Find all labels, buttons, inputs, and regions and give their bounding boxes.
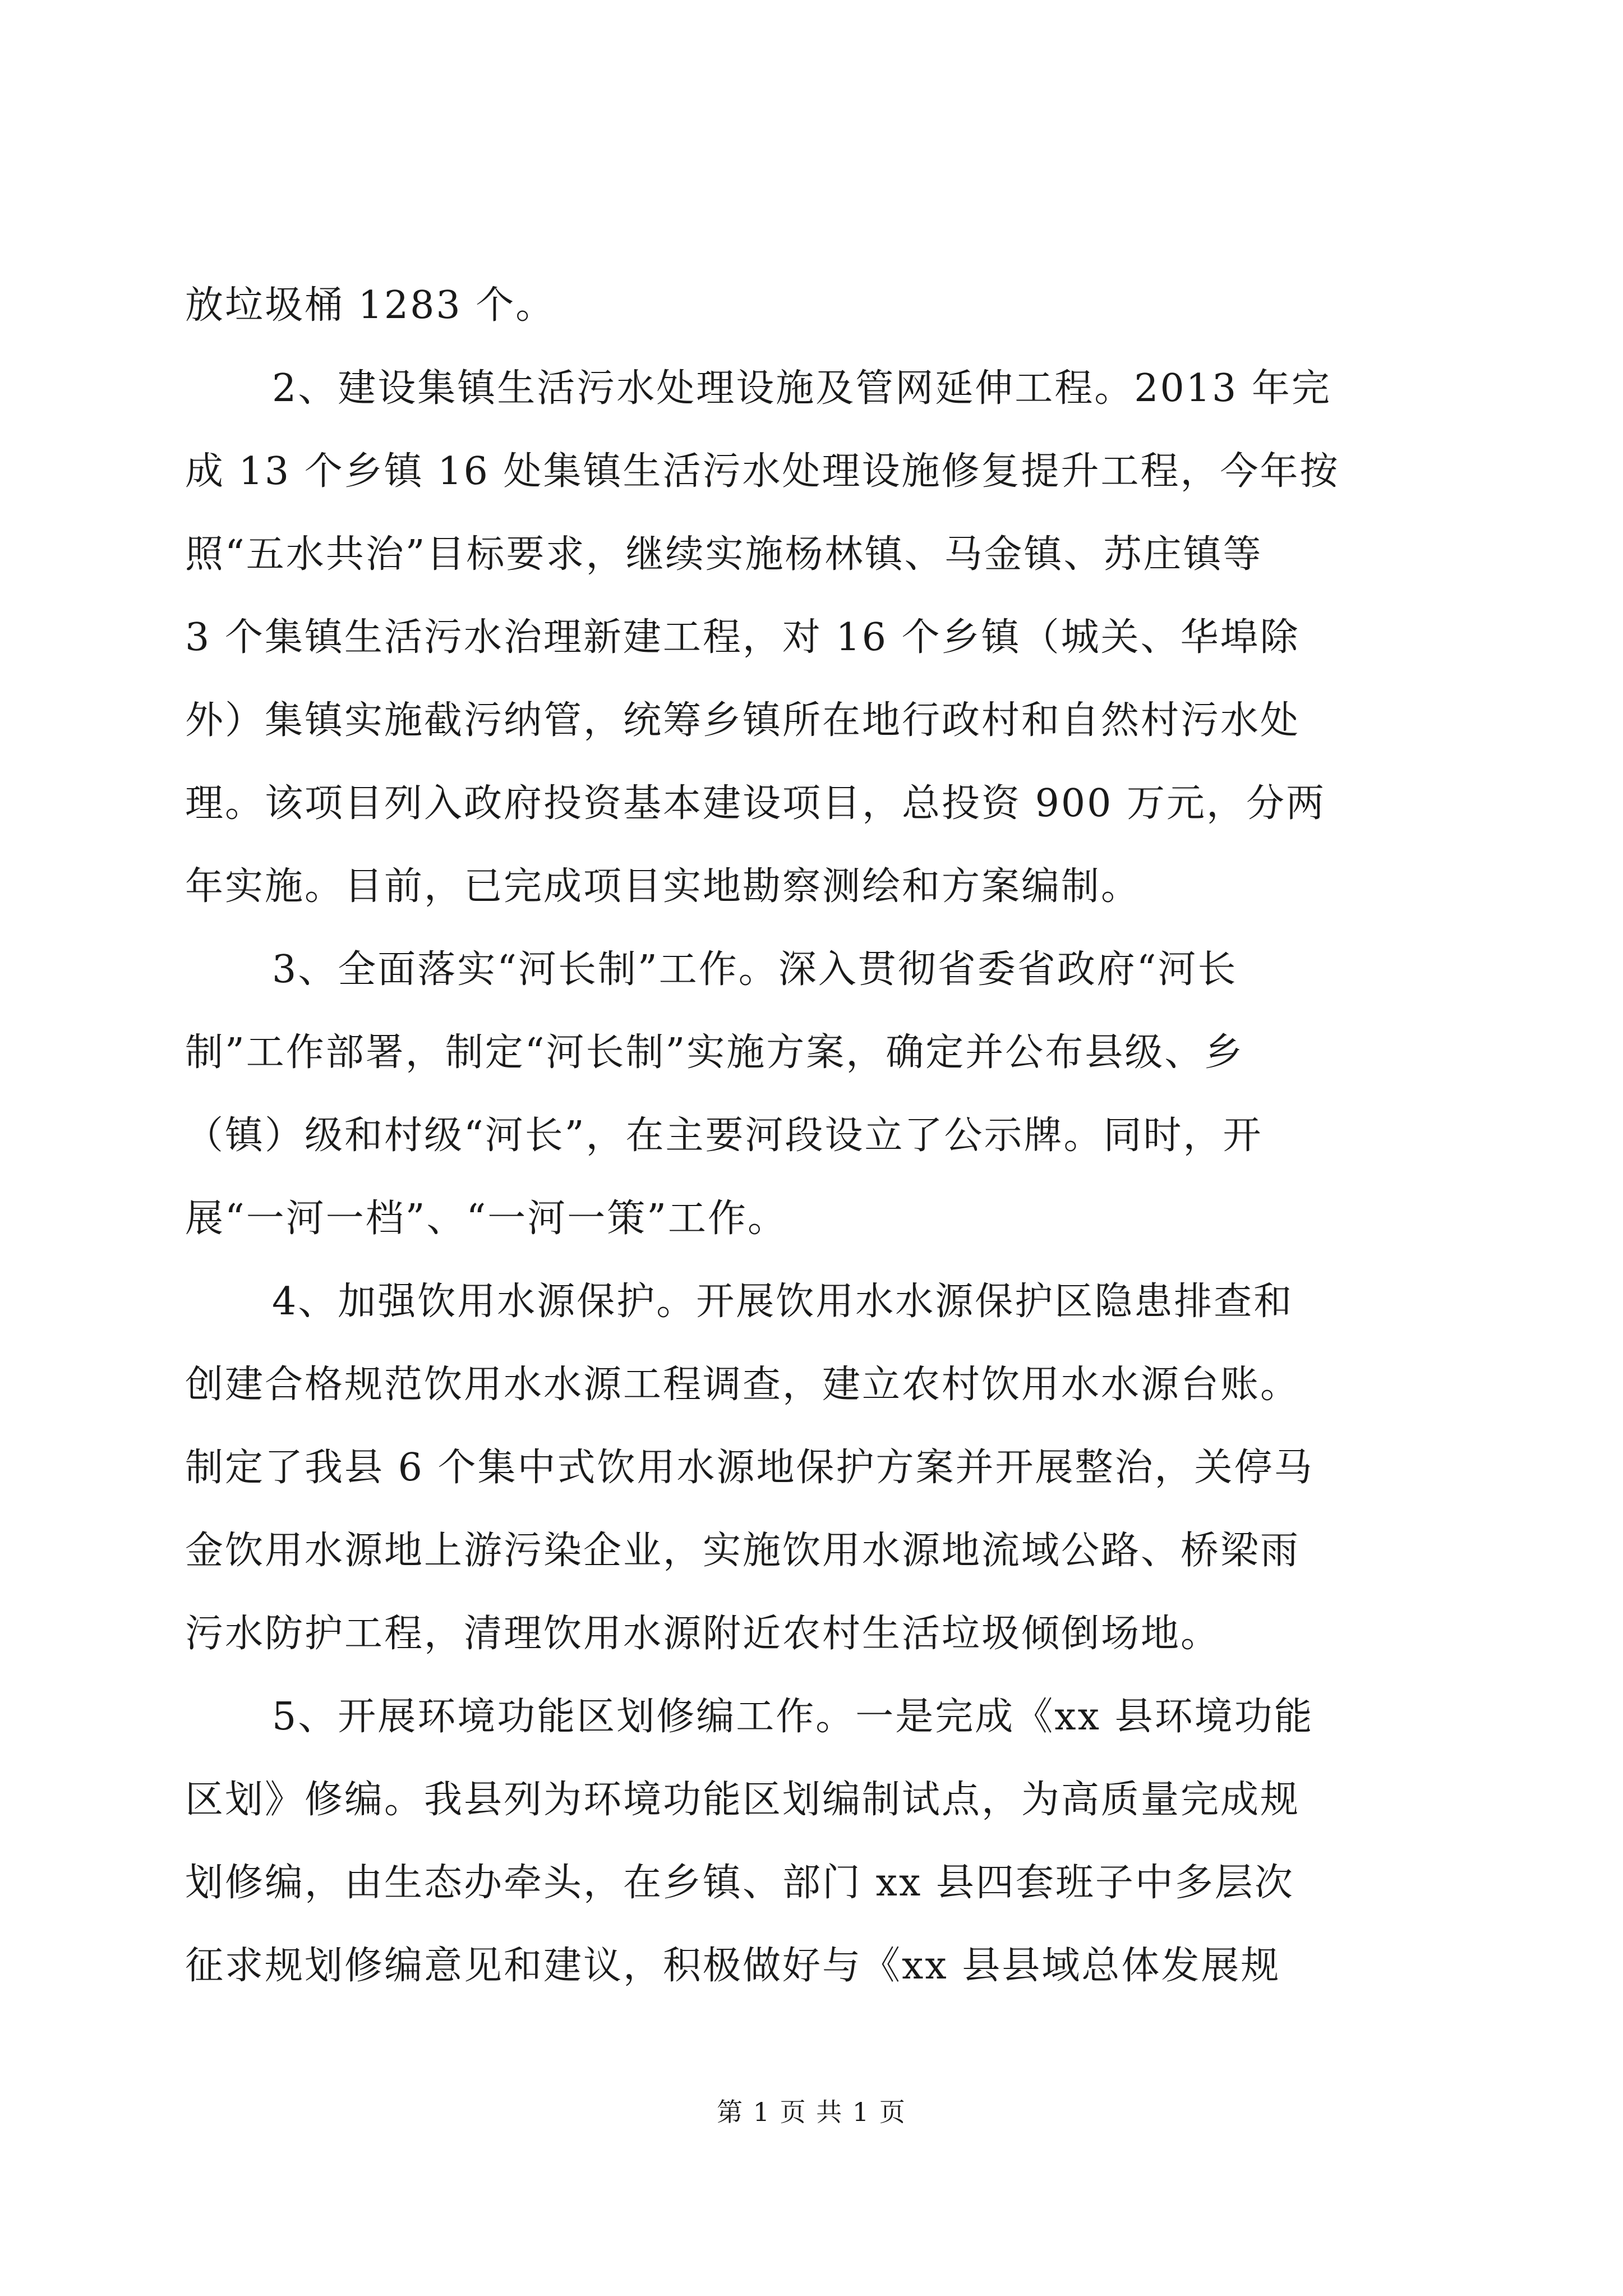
text-line: 照“五水共治”目标要求，继续实施杨林镇、马金镇、苏庄镇等 xyxy=(185,532,1263,577)
text-line: 创建合格规范饮用水水源工程调查，建立农村饮用水水源台账。 xyxy=(185,1363,1301,1407)
text-line: 金饮用水源地上游污染企业，实施饮用水源地流域公路、桥梁雨 xyxy=(185,1529,1301,1573)
paragraph-start-line: 5、开展环境功能区划修编工作。一是完成《xx 县环境功能 xyxy=(272,1695,1314,1739)
text-line: 外）集镇实施截污纳管，统筹乡镇所在地行政村和自然村污水处 xyxy=(185,698,1301,743)
text-line: 展“一河一档”、“一河一策”工作。 xyxy=(185,1197,788,1241)
text-line: 放垃圾桶 1283 个。 xyxy=(185,283,556,328)
paragraph-start-line: 2、建设集镇生活污水处理设施及管网延伸工程。2013 年完 xyxy=(272,366,1331,411)
text-line: 区划》修编。我县列为环境功能区划编制试点，为高质量完成规 xyxy=(185,1778,1301,1822)
text-line: 征求规划修编意见和建议，积极做好与《xx 县县域总体发展规 xyxy=(185,1944,1281,1988)
text-line: （镇）级和村级“河长”，在主要河段设立了公示牌。同时，开 xyxy=(185,1114,1263,1158)
text-line: 成 13 个乡镇 16 处集镇生活污水处理设施修复提升工程，今年按 xyxy=(185,449,1340,494)
text-line: 制定了我县 6 个集中式饮用水源地保护方案并开展整治，关停马 xyxy=(185,1446,1314,1490)
text-line: 3 个集镇生活污水治理新建工程，对 16 个乡镇（城关、华埠除 xyxy=(185,615,1300,660)
text-line: 污水防护工程，清理饮用水源附近农村生活垃圾倾倒场地。 xyxy=(185,1612,1221,1656)
text-line: 划修编，由生态办牵头，在乡镇、部门 xx 县四套班子中多层次 xyxy=(185,1861,1294,1905)
paragraph-start-line: 4、加强饮用水源保护。开展饮用水水源保护区隐患排查和 xyxy=(272,1280,1294,1324)
text-line: 制”工作部署，制定“河长制”实施方案，确定并公布县级、乡 xyxy=(185,1030,1244,1075)
text-line: 理。该项目列入政府投资基本建设项目，总投资 900 万元，分两 xyxy=(185,781,1326,826)
text-line: 年实施。目前，已完成项目实地勘察测绘和方案编制。 xyxy=(185,864,1141,909)
page-number-footer: 第 1 页 共 1 页 xyxy=(717,2097,906,2127)
paragraph-start-line: 3、全面落实“河长制”工作。深入贯彻省委省政府“河长 xyxy=(272,947,1238,992)
